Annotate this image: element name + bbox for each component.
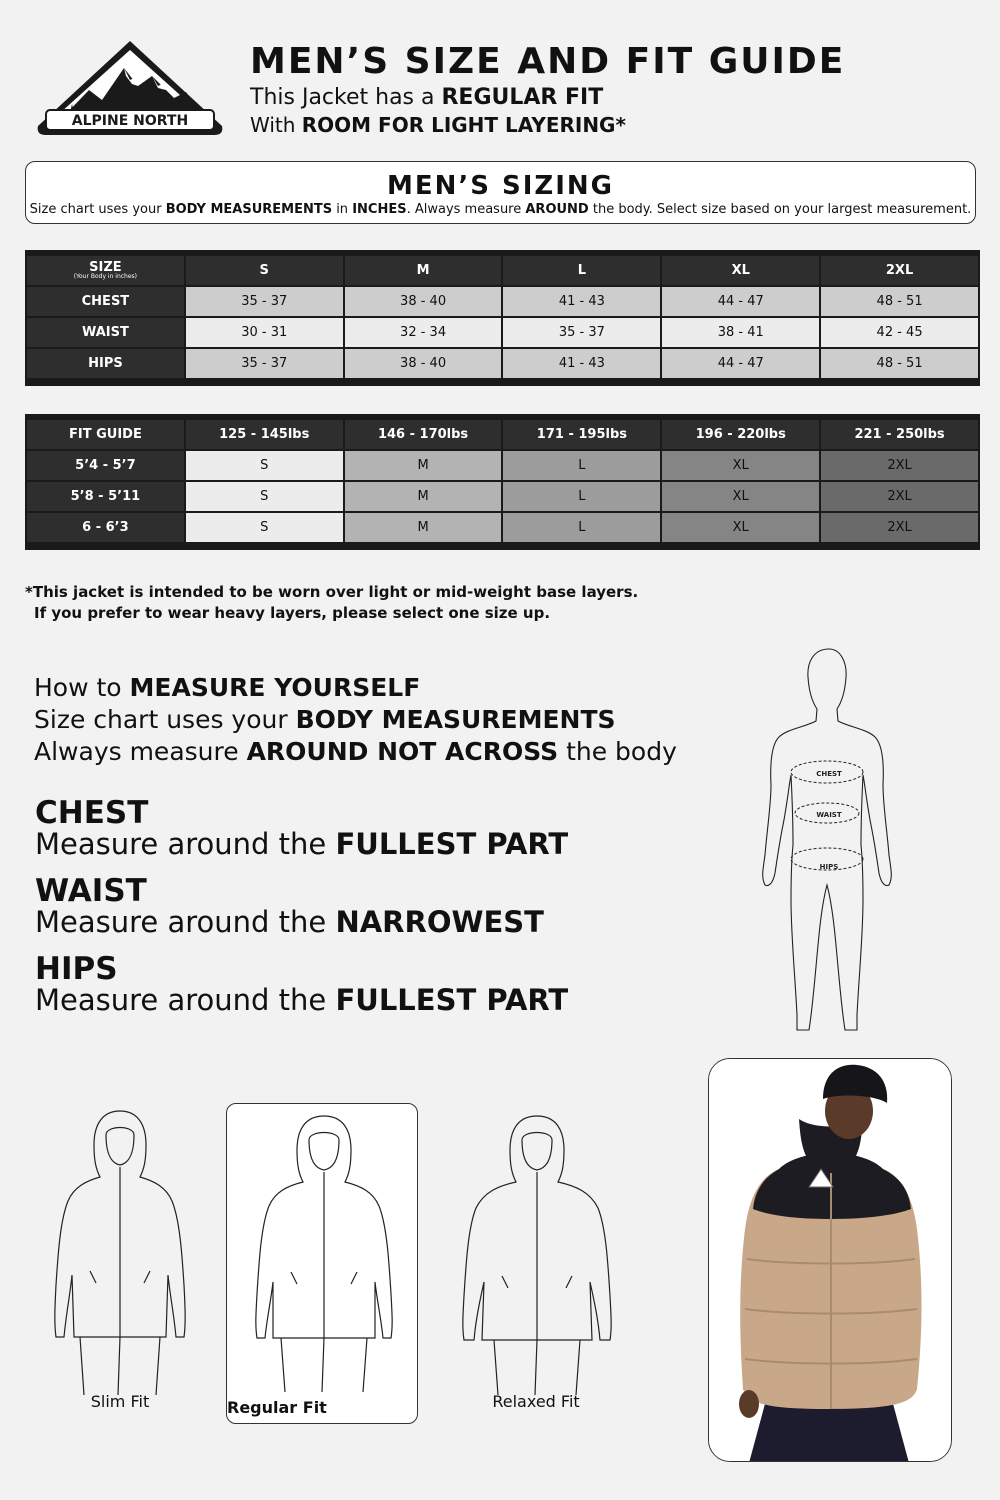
measure-waist: WAIST Measure around the NARROWEST: [35, 873, 544, 939]
body-label-hips: HIPS: [819, 863, 839, 871]
height-label: 5’8 - 5’11: [27, 482, 184, 511]
weight-col-header: 196 - 220lbs: [662, 420, 819, 449]
body-label-chest: CHEST: [816, 770, 842, 778]
table-cell: 2XL: [821, 451, 978, 480]
fit-subtitle: This Jacket has a REGULAR FIT: [250, 85, 604, 110]
table-row: [27, 287, 978, 316]
height-label: 6 - 6’3: [27, 513, 184, 542]
size-col-header: 2XL: [821, 256, 978, 285]
table-cell: 2XL: [821, 482, 978, 511]
table-cell: 48 - 51: [821, 349, 978, 378]
weight-col-header: 125 - 145lbs: [186, 420, 343, 449]
table-cell: 41 - 43: [503, 287, 660, 316]
table-cell: L: [503, 513, 660, 542]
table-cell: XL: [662, 513, 819, 542]
table-cell: 41 - 43: [503, 349, 660, 378]
regular-fit-box: [226, 1103, 418, 1424]
size-col-header: M: [345, 256, 502, 285]
row-label: WAIST: [27, 318, 184, 347]
size-corner-header: SIZE (Your Body in inches): [27, 256, 184, 285]
fit-guide-table: [25, 414, 980, 550]
weight-col-header: 146 - 170lbs: [345, 420, 502, 449]
header: [250, 40, 845, 138]
table-cell: M: [345, 451, 502, 480]
table-cell: 44 - 47: [662, 287, 819, 316]
table-cell: 35 - 37: [186, 287, 343, 316]
layering-footnote: *This jacket is intended to be worn over light or mid-weight base layers. If you prefer to wear heavy layers, please select one size up.: [25, 583, 639, 622]
size-col-header: XL: [662, 256, 819, 285]
table-row: [27, 451, 978, 480]
table-cell: S: [186, 482, 343, 511]
weight-col-header: 221 - 250lbs: [821, 420, 978, 449]
table-cell: 48 - 51: [821, 287, 978, 316]
table-row: [27, 513, 978, 542]
fit-corner-header: FIT GUIDE: [27, 420, 184, 449]
slim-fit-illustration: [50, 1105, 190, 1395]
body-label-waist: WAIST: [816, 811, 842, 819]
relaxed-fit-illustration: [458, 1110, 616, 1395]
table-cell: 44 - 47: [662, 349, 819, 378]
table-row: [27, 482, 978, 511]
regular-fit-illustration: [249, 1112, 399, 1392]
table-cell: 42 - 45: [821, 318, 978, 347]
table-cell: L: [503, 451, 660, 480]
row-label: HIPS: [27, 349, 184, 378]
table-cell: S: [186, 513, 343, 542]
size-col-header: L: [503, 256, 660, 285]
row-label: CHEST: [27, 287, 184, 316]
height-label: 5’4 - 5’7: [27, 451, 184, 480]
how-to-measure: How to MEASURE YOURSELF Size chart uses your BODY MEASUREMENTS Always measure AROUND NOT ACROSS the body: [34, 673, 677, 766]
table-cell: 38 - 40: [345, 349, 502, 378]
jacket-model-photo: [708, 1058, 952, 1462]
size-col-header: S: [186, 256, 343, 285]
table-cell: 35 - 37: [503, 318, 660, 347]
table-cell: S: [186, 451, 343, 480]
table-cell: 35 - 37: [186, 349, 343, 378]
measure-chest: CHEST Measure around the FULLEST PART: [35, 795, 569, 861]
sizing-info-box: [25, 161, 976, 224]
size-chart-table: [25, 250, 980, 386]
table-cell: L: [503, 482, 660, 511]
table-row: [27, 318, 978, 347]
model-wearing-jacket-image: [709, 1059, 952, 1462]
regular-fit-label: Regular Fit: [227, 1398, 327, 1417]
table-cell: M: [345, 482, 502, 511]
weight-col-header: 171 - 195lbs: [503, 420, 660, 449]
page-title: MEN’S SIZE AND FIT GUIDE: [250, 41, 846, 82]
measure-hips: HIPS Measure around the FULLEST PART: [35, 951, 569, 1017]
table-cell: XL: [662, 451, 819, 480]
table-cell: XL: [662, 482, 819, 511]
body-measurement-figure: [757, 645, 897, 1040]
table-row: [27, 349, 978, 378]
layering-subtitle: With ROOM FOR LIGHT LAYERING*: [250, 113, 626, 137]
table-cell: 38 - 41: [662, 318, 819, 347]
table-cell: 30 - 31: [186, 318, 343, 347]
sizing-title: MEN’S SIZING: [386, 171, 615, 201]
alpine-north-logo: [34, 38, 226, 138]
logo-text: ALPINE NORTH: [71, 113, 189, 129]
slim-fit-label: Slim Fit: [90, 1392, 150, 1411]
sizing-note: Size chart uses your BODY MEASUREMENTS in INCHES. Always measure AROUND the body. Select size based on your largest measurement.: [29, 202, 972, 217]
table-cell: 38 - 40: [345, 287, 502, 316]
table-cell: 32 - 34: [345, 318, 502, 347]
relaxed-fit-label: Relaxed Fit: [492, 1392, 580, 1411]
table-cell: 2XL: [821, 513, 978, 542]
table-cell: M: [345, 513, 502, 542]
